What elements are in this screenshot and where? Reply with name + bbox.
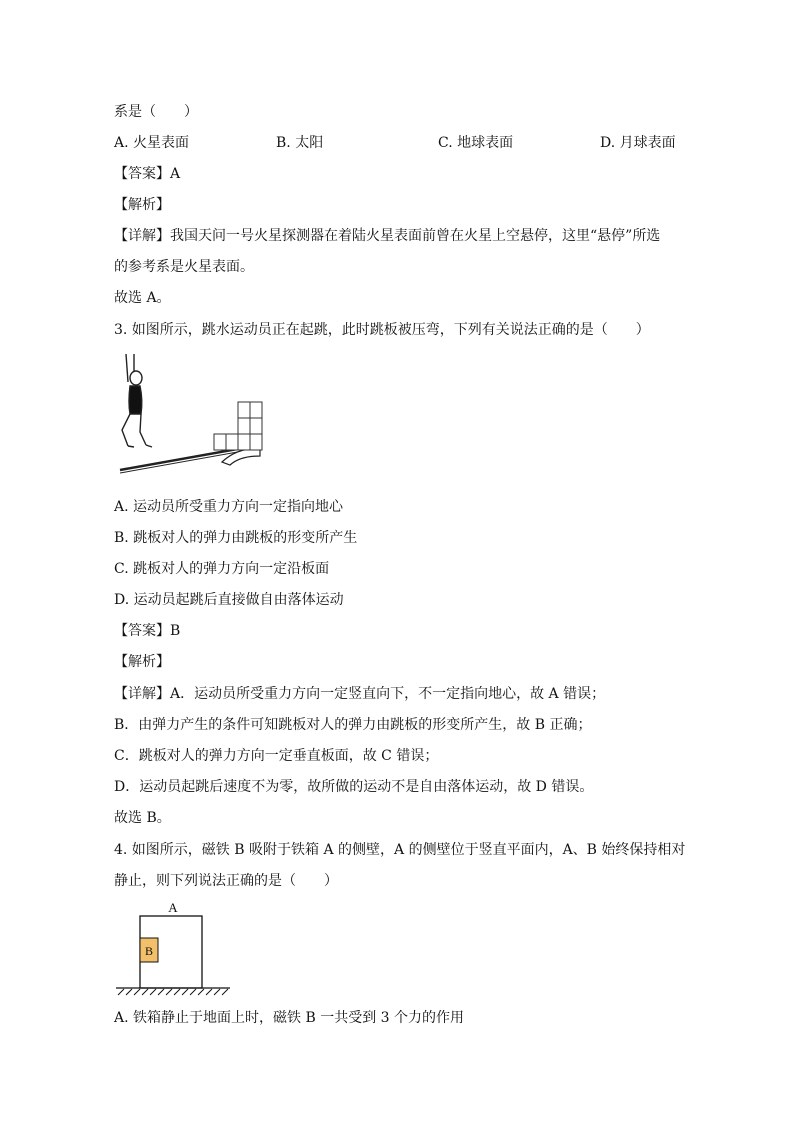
answer-label: 【答案】 — [114, 623, 170, 639]
q2-answer — [114, 164, 180, 184]
iron-box-figure — [114, 898, 234, 998]
q3-option-b: B. 跳板对人的弹力由跳板的形变所产生 — [114, 530, 358, 546]
q3-stem: 3. 如图所示，跳水运动员正在起跳，此时跳板被压弯，下列有关说法正确的是（ ） — [114, 322, 650, 338]
detail-label: 【详解】 — [114, 686, 170, 702]
q2-stem-tail: 系是（ ） — [114, 104, 198, 120]
box-label-a: A — [168, 900, 178, 915]
q3-answer — [114, 621, 180, 641]
q2-option-d: D. 月球表面 — [600, 135, 676, 151]
q2-option-c: C. 地球表面 — [438, 135, 514, 151]
magnet-label-b: B — [144, 944, 154, 958]
q2-option-b: B. 太阳 — [276, 135, 324, 151]
q4-option-a: A. 铁箱静止于地面上时，磁铁 B 一共受到 3 个力的作用 — [114, 1010, 465, 1026]
q3-option-d: D. 运动员起跳后直接做自由落体运动 — [114, 592, 344, 608]
q2-option-a: A. 火星表面 — [114, 135, 190, 151]
q3-detail-a — [114, 684, 605, 704]
answer-value: B — [170, 623, 181, 639]
q3-detail-b: B．由弹力产生的条件可知跳板对人的弹力由跳板的形变所产生，故 B 正确； — [114, 717, 592, 733]
q3-detail-d: D．运动员起跳后速度不为零，故所做的运动不是自由落体运动，故 D 错误。 — [114, 779, 594, 795]
q2-detail-line2: 的参考系是火星表面。 — [114, 259, 254, 275]
answer-label: 【答案】 — [114, 166, 170, 182]
detail-text: 我国天问一号火星探测器在着陆火星表面前曾在火星上空悬停，这里“悬停”所选 — [170, 228, 661, 244]
q3-option-c: C. 跳板对人的弹力方向一定沿板面 — [114, 561, 330, 577]
q3-option-a: A. 运动员所受重力方向一定指向地心 — [114, 499, 344, 515]
q2-analysis-label: 【解析】 — [114, 197, 170, 213]
q4-stem-line1: 4. 如图所示，磁铁 B 吸附于铁箱 A 的侧壁，A 的侧壁位于竖直平面内，A、B 始终保持相对 — [114, 842, 686, 858]
q3-conclusion: 故选 B。 — [114, 810, 171, 826]
detail-label: 【详解】 — [114, 228, 170, 244]
q2-conclusion: 故选 A。 — [114, 290, 171, 306]
q3-analysis-label: 【解析】 — [114, 654, 170, 670]
detail-text: A．运动员所受重力方向一定竖直向下，不一定指向地心，故 A 错误； — [170, 686, 606, 702]
answer-value: A — [170, 166, 181, 182]
q2-detail-line1 — [114, 226, 660, 246]
q4-stem-line2: 静止，则下列说法正确的是（ ） — [114, 873, 338, 889]
diving-board-figure — [110, 352, 270, 474]
q3-detail-c: C．跳板对人的弹力方向一定垂直板面，故 C 错误； — [114, 748, 439, 764]
